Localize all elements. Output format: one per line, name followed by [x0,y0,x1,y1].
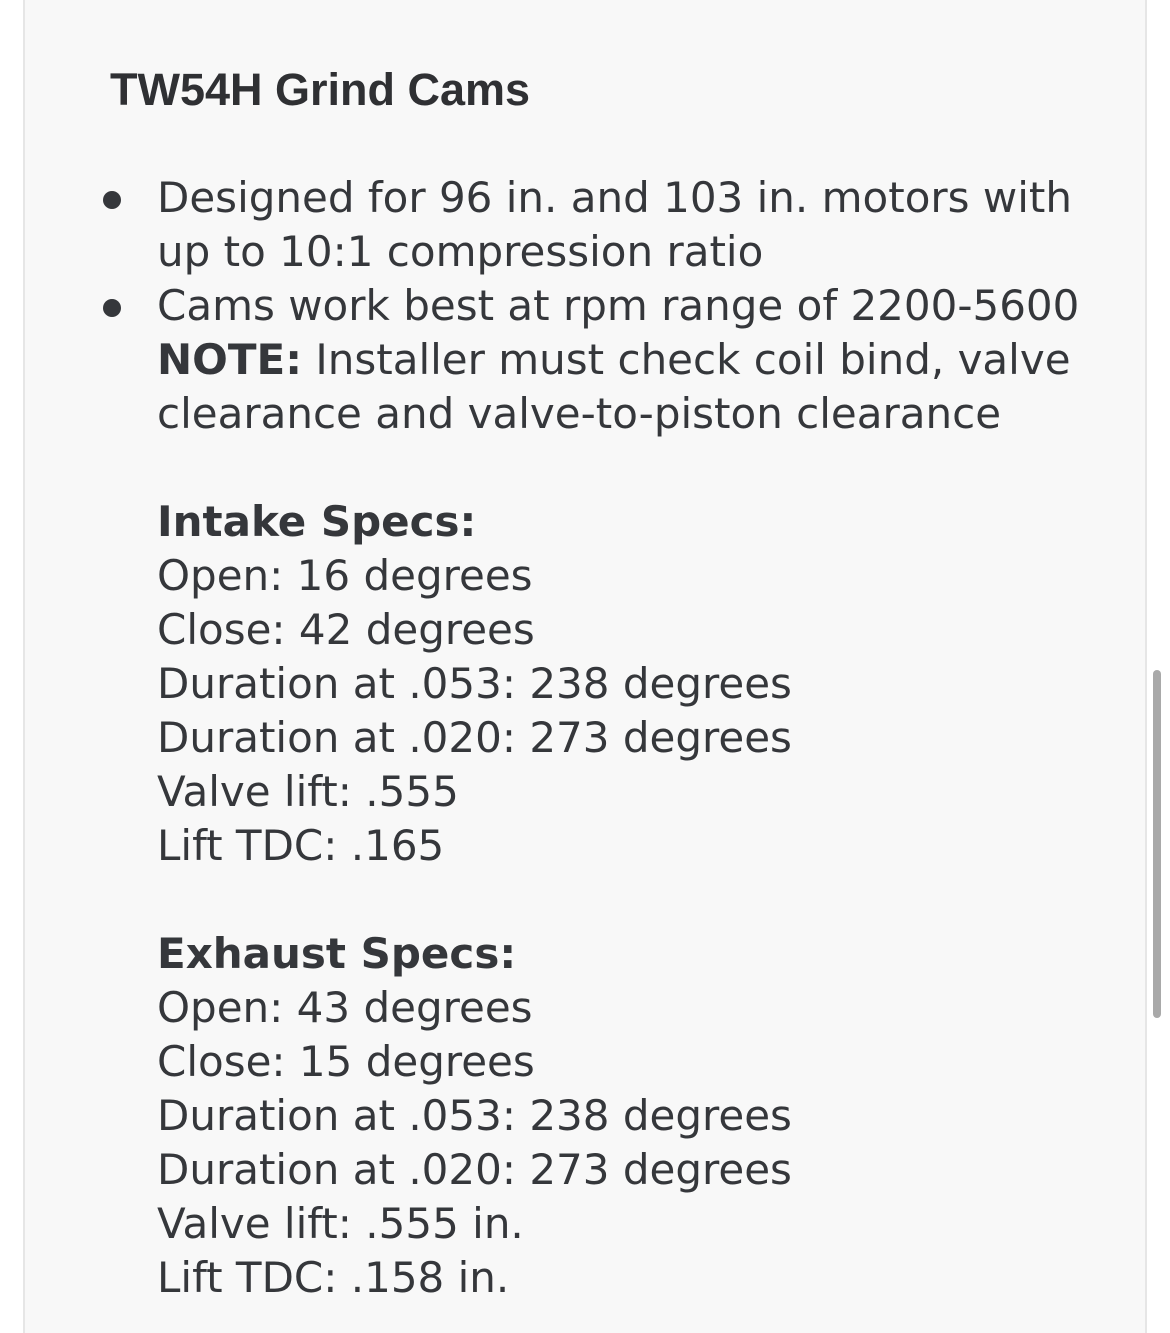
exhaust-lift-tdc: Lift TDC: .158 in. [157,1253,510,1302]
note-line [157,333,1117,387]
description-body [157,171,1117,1305]
exhaust-valve-lift: Valve lift: .555 in. [157,1199,524,1248]
intake-open: Open: 16 degrees [157,551,533,600]
note-label: NOTE: [157,335,302,384]
section-title: TW54H Grind Cams [110,64,531,115]
note-line: clearance and valve-to-piston clearance [157,389,1002,438]
bullet-text-line: Cams work best at rpm range of 2200-5600 [157,281,1080,330]
bullet-text-line: Designed for 96 in. and 103 in. motors with [157,173,1072,222]
note-text: Installer must check coil bind, valve [302,335,1071,384]
intake-specs-heading: Intake Specs: [157,497,477,546]
exhaust-duration-020: Duration at .020: 273 degrees [157,1145,792,1194]
exhaust-specs-heading: Exhaust Specs: [157,929,517,978]
intake-close: Close: 42 degrees [157,605,535,654]
bullet-icon [103,191,121,209]
scrollbar-thumb[interactable] [1153,670,1161,1018]
exhaust-duration-053: Duration at .053: 238 degrees [157,1091,792,1140]
list-item [157,171,1117,279]
list-item [157,279,1117,1305]
intake-duration-053: Duration at .053: 238 degrees [157,659,792,708]
exhaust-open: Open: 43 degrees [157,983,533,1032]
bullet-icon [103,299,121,317]
bullet-text-line: up to 10:1 compression ratio [157,227,764,276]
intake-valve-lift: Valve lift: .555 [157,767,459,816]
exhaust-close: Close: 15 degrees [157,1037,535,1086]
intake-duration-020: Duration at .020: 273 degrees [157,713,792,762]
intake-lift-tdc: Lift TDC: .165 [157,821,445,870]
